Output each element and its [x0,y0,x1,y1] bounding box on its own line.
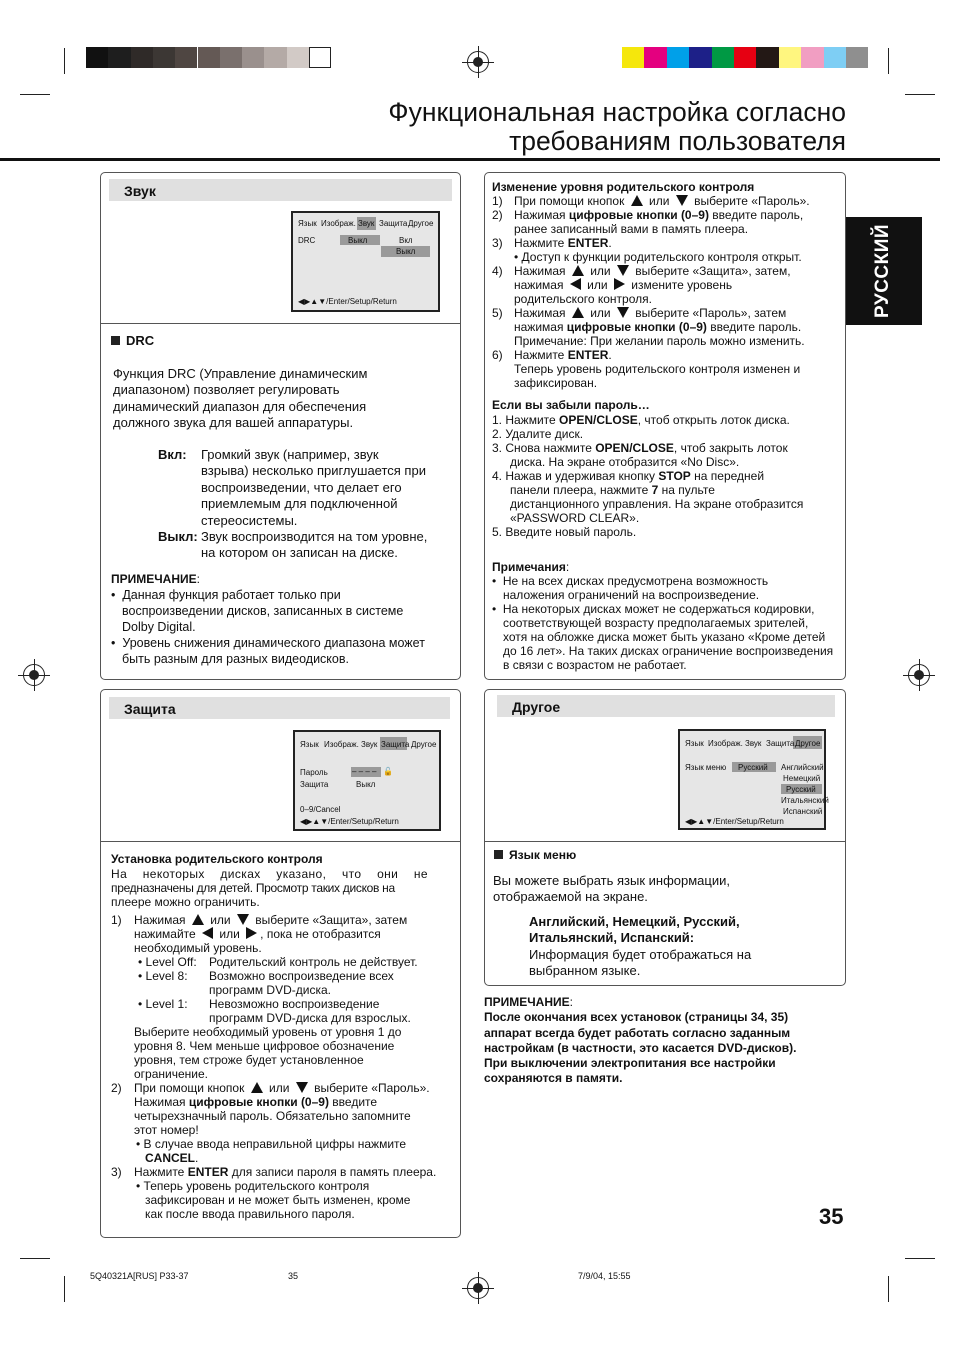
text-line: до 16 лет». На таких дисках ограничение воспроизведения [503,644,834,658]
text-span: введите пароль, [712,208,804,222]
level-label: • Level 8: [138,969,188,983]
drc-intro [113,366,367,432]
other-osd-screen [678,729,829,830]
registration-mark-icon [23,664,45,686]
list-item: • Уровень снижения динамического диапазона может [111,636,425,650]
text-line [514,278,732,292]
text-span: 3. Снова нажмите [492,441,592,455]
text-span: ENTER [567,348,609,362]
text-line: Нажмите ENTER. [514,236,612,250]
page-title-line: Функциональная настройка согласно [388,97,846,127]
text-line [514,208,803,222]
text-line [134,913,407,927]
color-swatch [756,47,778,68]
text-span: выберите «Пароль», затем [635,306,787,320]
osd-menu-item: Язык [685,739,704,748]
step-number: 5) [492,306,503,320]
gray-swatch [131,47,153,68]
gray-swatch [198,47,220,68]
text-line: Итальянский, Испанский: [529,930,695,946]
step-number: 3) [111,1165,122,1179]
color-swatch [801,47,823,68]
text-line: наложения ограничений на воспроизведение. [503,588,760,602]
text-line [514,306,786,320]
text-span: Нажмите [514,348,565,362]
osd-menu-item: Звук [358,219,375,228]
down-arrow-icon [676,195,688,206]
text-line: аппарат всегда будет работать согласно заданным [484,1025,791,1040]
text-line: Громкий звук (например, звук [201,447,379,462]
crop-mark [888,1276,889,1302]
text-span: ПРИМЕЧАНИЕ [484,995,570,1009]
crop-mark [905,1258,935,1259]
text-span: На некоторых дисках может не содержаться кодировки, [502,602,815,616]
step-number: 2) [111,1081,122,1095]
text-line: диска. На экране отобразится «No Disc». [510,455,740,469]
text-line [492,441,788,455]
text-span: При помощи кнопок [134,1081,245,1095]
protection-osd-screen [293,730,441,831]
option-label: Выкл: [158,529,198,544]
page-number: 35 [819,1204,844,1229]
color-swatch [779,47,801,68]
gray-swatch [264,47,286,68]
text-line: «PASSWORD CLEAR». [510,511,640,525]
text-span: цифровые кнопки (0–9) [566,320,707,334]
osd-menu-item: Изображ. [321,219,356,228]
text-line: 5. Введите новый пароль. [492,525,637,539]
gray-swatch [86,47,108,68]
sound-panel-divider [101,323,460,324]
registration-mark-icon [467,1277,489,1299]
step-number: 6) [492,348,503,362]
osd-value: Выкл [356,780,376,789]
option-description [201,447,426,529]
text-line [492,469,764,483]
crop-mark [20,94,50,95]
text-line [134,1165,436,1179]
language-desc [529,947,751,980]
text-line: предназначены для детей. Просмотр таких дисков на [111,881,395,895]
text-span: измените уровень [631,278,733,292]
gray-swatch [242,47,264,68]
text-line: отображаемой на экране. [493,889,648,905]
text-line: Звук воспроизводится на том уровне, [201,529,428,544]
text-span: выберите «Пароль». [694,194,810,208]
text-line: хотя на обложке диска может быть указано «Кроме детей [503,630,826,644]
osd-option: Испанский [783,807,823,816]
osd-option: Немецкий [783,774,821,783]
osd-menu-item: Язык [298,219,317,228]
right-arrow-icon [614,278,625,290]
registration-mark-icon [908,664,930,686]
level-desc: Родительский контроль не действует. [209,955,418,969]
list-item [111,913,122,927]
text-line: плеере можно ограничить. [111,895,260,909]
text-span: Примечания [492,560,566,574]
text-line: диапазоном) позволяет регулировать [113,382,340,398]
text-span: цифровые кнопки (0–9) [568,208,709,222]
text-line: уровня 8. Чем меньше цифровое обозначение [134,1039,395,1053]
text-line: зафиксирован. [514,376,598,390]
square-bullet-icon [494,850,503,859]
down-arrow-icon [296,1082,308,1093]
text-span: , чтоб закрыть лоток [673,441,788,455]
level-label: • Level Off: [138,955,197,969]
registration-mark-icon [467,51,489,73]
text-span: выберите «Защита», затем [255,913,408,927]
up-arrow-icon [251,1082,263,1093]
text-line [134,927,381,941]
footer-left: 5Q40321A[RUS] P33-37 [90,1271,189,1281]
down-arrow-icon [617,265,629,276]
drc-title: DRC [126,333,155,348]
osd-option: Русский [786,785,816,794]
osd-value: Выкл [348,236,368,245]
text-line: дистанционного управления. На экране отобразится [510,497,804,511]
osd-menu-item: Язык [300,740,319,749]
text-span: При помощи кнопок [514,194,625,208]
left-arrow-icon [202,927,213,939]
step-number: 1) [492,194,503,208]
text-span: цифровые кнопки (0–9) [188,1095,329,1109]
text-line: зафиксирован и не может быть изменен, кроме [145,1193,411,1207]
text-line: четырехзначный пароль. Обязательно запомните [134,1109,411,1123]
up-arrow-icon [572,307,584,318]
osd-menu-item: Защита [766,739,795,748]
color-swatch [846,47,868,68]
text-span: Нажмите [514,236,565,250]
text-line: родительского контроля. [514,292,652,306]
gray-swatch [309,47,331,68]
osd-label: Язык меню [685,763,727,772]
osd-menu-item: Звук [361,740,378,749]
text-line: воспроизведении, что делает его [201,479,402,495]
text-span: CANCEL [145,1151,195,1165]
text-line: на котором он записан на диске. [201,545,398,561]
osd-menu-item: Изображ. [324,740,359,749]
osd-menu-item: Другое [408,219,434,228]
text-span: для записи пароля в память плеера. [231,1165,437,1179]
text-span: нажимая [514,320,564,334]
text-line: Нажмите ENTER. [514,348,612,362]
text-span: или [590,264,611,278]
text-line [492,413,790,427]
text-line: После окончания всех установок (страницы 34, 35) [484,1010,789,1025]
text-span: 4. Нажав и удерживая кнопку [492,469,655,483]
crop-mark [888,48,889,74]
text-span: , пока не отобразится [260,927,381,941]
step-number: 4) [492,264,503,278]
list-item: • Не на всех дисках предусмотрена возможность [492,574,769,588]
section-heading: Звук [109,179,452,201]
gray-swatch [175,47,197,68]
page-title [388,98,846,156]
text-span: панели плеера, нажмите [510,483,649,497]
osd-option: Вкл [399,236,413,245]
text-line: должного звука для вашей аппаратуры. [113,415,354,431]
text-line: • Доступ к функции родительского контроля открыт. [514,250,802,264]
text-line: Выберите необходимый уровень от уровня 1 до [134,1025,402,1039]
osd-option: Английский [781,763,824,772]
osd-nav-hint: ◀▶▲▼/Enter/Setup/Return [685,817,784,826]
square-bullet-icon [111,336,120,345]
text-span: введите [332,1095,378,1109]
color-swatch [644,47,666,68]
text-span: ENTER [187,1165,229,1179]
final-note [484,995,796,1087]
osd-option: Выкл [396,247,416,256]
side-tab-label: РУССКИЙ [872,223,893,319]
text-line: быть разным для разных видеодисков. [122,652,349,666]
text-line: этот номер! [134,1123,199,1137]
text-line: настройкам (в частности, это касается DVD-дисков). [484,1040,797,1055]
step-number: 3) [492,236,503,250]
sound-osd-screen [291,211,440,312]
osd-menu-item: Защита [379,219,408,228]
level-label: • Level 1: [138,997,188,1011]
text-line: выбранном языке. [529,963,641,979]
text-span: Не на всех дисках предусмотрена возможность [502,574,769,588]
text-line: Функция DRC (Управление динамическим [113,366,368,381]
text-span: OPEN/CLOSE [595,441,674,455]
gray-swatch [153,47,175,68]
osd-label: Пароль [300,768,328,777]
note-heading [111,572,200,586]
text-span: введите пароль. [710,320,802,334]
text-line [134,1095,377,1109]
level-desc: программ DVD-диска. [209,983,331,997]
gray-swatch [287,47,309,68]
text-span: выберите «Пароль». [314,1081,430,1095]
option-description [201,529,427,562]
color-swatch [712,47,734,68]
text-line: стереосистемы. [201,512,298,528]
footer-right: 7/9/04, 15:55 [578,1271,631,1281]
notes-heading: Примечания: [492,560,570,574]
crop-mark [64,1276,65,1302]
osd-menu-item: Звук [745,739,762,748]
text-line: Dolby Digital. [122,620,196,634]
note-colon: : [196,572,200,586]
text-span: OPEN/CLOSE [559,413,638,427]
text-span: 7 [651,483,659,497]
text-span: Нажимая [514,208,566,222]
list-item: • Данная функция работает только при [111,588,341,602]
osd-menu-item: Другое [411,740,437,749]
text-line [514,194,810,208]
up-arrow-icon [572,265,584,276]
menu-language-intro [493,873,730,906]
text-line: как после ввода правильного пароля. [145,1207,355,1221]
text-span: Нажимая [134,1095,186,1109]
osd-option: Итальянский [781,796,829,805]
text-span: или [587,278,608,292]
parental-subheading: Установка родительского контроля [111,852,323,866]
osd-nav-hint: ◀▶▲▼/Enter/Setup/Return [300,817,399,826]
text-span: Нажимая [514,306,566,320]
text-line: Вы можете выбрать язык информации, [493,873,730,888]
text-line: воспроизведении дисков, записанных в системе [122,604,404,618]
text-span: или [210,913,231,927]
color-swatch [667,47,689,68]
text-span: Нажимая [514,264,566,278]
text-line: • Теперь уровень родительского контроля [136,1179,370,1193]
osd-value: Русский [738,763,768,772]
osd-menu-item: Защита [381,740,410,749]
panel-title: Изменение уровня родительского контроля [492,180,755,194]
text-line: На некоторых дисках указано, что они не [111,867,428,881]
osd-menu-item: Изображ. [708,739,743,748]
section-heading: Другое [497,695,835,717]
text-line: приемлемым для подключенной [201,496,398,512]
osd-menu-item: Другое [795,739,821,748]
text-line [510,483,715,497]
level-desc: Возможно воспроизведение всех [209,969,394,983]
page-title-line: требованиям пользователя [509,126,846,156]
parental-intro [111,867,428,909]
text-line: Информация будет отображаться на [529,947,752,962]
color-swatch [622,47,644,68]
language-side-tab [844,217,922,325]
text-line: • В случае ввода неправильной цифры нажмите [136,1137,407,1151]
note-list [111,587,425,667]
title-rule [0,158,940,161]
drc-subheading [111,333,154,349]
text-line: ограничение. [134,1067,208,1081]
text-span: нажимая [514,278,564,292]
text-span: STOP [658,469,691,483]
text-span: Нажмите [134,1165,185,1179]
up-arrow-icon [192,914,204,925]
note-heading: ПРИМЕЧАНИЕ: [484,995,573,1009]
text-span: 1. Нажмите [492,413,556,427]
other-panel-divider [485,841,845,842]
text-span: ENTER [567,236,609,250]
text-span: Язык меню [509,848,577,862]
crop-mark [64,48,65,74]
level-desc: Невозможно воспроизведение [209,997,380,1011]
osd-value: – – – – [352,767,377,776]
text-line: соответствующей возрасту предполагаемых зрителей, [503,616,809,630]
text-line [514,264,791,278]
up-arrow-icon [631,195,643,206]
crop-mark [20,1258,50,1259]
osd-label: Защита [300,780,329,789]
text-line: динамический диапазон для обеспечения [113,398,367,414]
lock-icon: 🔓 [383,767,393,776]
text-line: CANCEL. [145,1151,199,1165]
text-line: необходимый уровень. [134,941,262,955]
text-line: взрыва) несколько приглушается при [201,463,426,479]
text-line: в связи с возрастом не работает. [503,658,687,672]
gray-swatch [220,47,242,68]
text-line: При выключении электропитания все настройки [484,1056,776,1071]
text-line: Уровень снижения динамического диапазона может [122,636,425,650]
text-span: Если вы забыли пароль [492,398,638,412]
text-line: уровня, тем строже будет установленное [134,1053,364,1067]
gray-swatch [108,47,130,68]
level-desc: программ DVD-диска для взрослых. [209,1011,411,1025]
section-heading: Защита [109,697,450,719]
osd-hint: 0–9/Cancel [300,805,341,814]
text-line: Теперь уровень родительского контроля изменен и [514,362,801,376]
osd-label: DRC [298,236,316,245]
note-title: ПРИМЕЧАНИЕ [111,572,197,586]
text-line [514,320,801,334]
list-item: • На некоторых дисках может не содержаться кодировки, [492,602,815,616]
text-line: ранее записанный вами в память плеера. [514,222,749,236]
menu-language-subheading [494,848,576,862]
text-span: или [269,1081,290,1095]
text-span: на пульте [661,483,715,497]
down-arrow-icon [237,914,249,925]
protection-panel-divider [101,841,460,842]
text-span: , чтоб открыть лоток диска. [637,413,790,427]
text-span: на передней [694,469,765,483]
right-arrow-icon [246,927,257,939]
text-span: или [590,306,611,320]
text-line: Данная функция работает только при [122,588,341,602]
step-number: 2) [492,208,503,222]
text-line [134,1081,430,1095]
left-arrow-icon [570,278,581,290]
text-span: нажимайте [134,927,196,941]
footer-center: 35 [288,1271,299,1281]
osd-nav-hint: ◀▶▲▼/Enter/Setup/Return [298,297,397,306]
text-line: Английский, Немецкий, Русский, [529,914,740,929]
text-span: или [219,927,240,941]
text-line: сохраняются в памяти. [484,1071,623,1086]
text-line: 2. Удалите диск. [492,427,584,441]
forgot-title: Если вы забыли пароль… [492,398,650,412]
text-span: выберите «Защита», затем, [635,264,791,278]
color-swatch [824,47,846,68]
text-span: Нажимая [134,913,186,927]
color-swatch [689,47,711,68]
text-line: Примечание: При желании пароль можно изменить. [514,334,805,348]
step-number: 1) [111,913,122,927]
down-arrow-icon [617,307,629,318]
language-list [529,914,740,947]
color-swatch [734,47,756,68]
option-label: Вкл: [158,447,187,462]
text-span: или [649,194,670,208]
crop-mark [905,94,935,95]
